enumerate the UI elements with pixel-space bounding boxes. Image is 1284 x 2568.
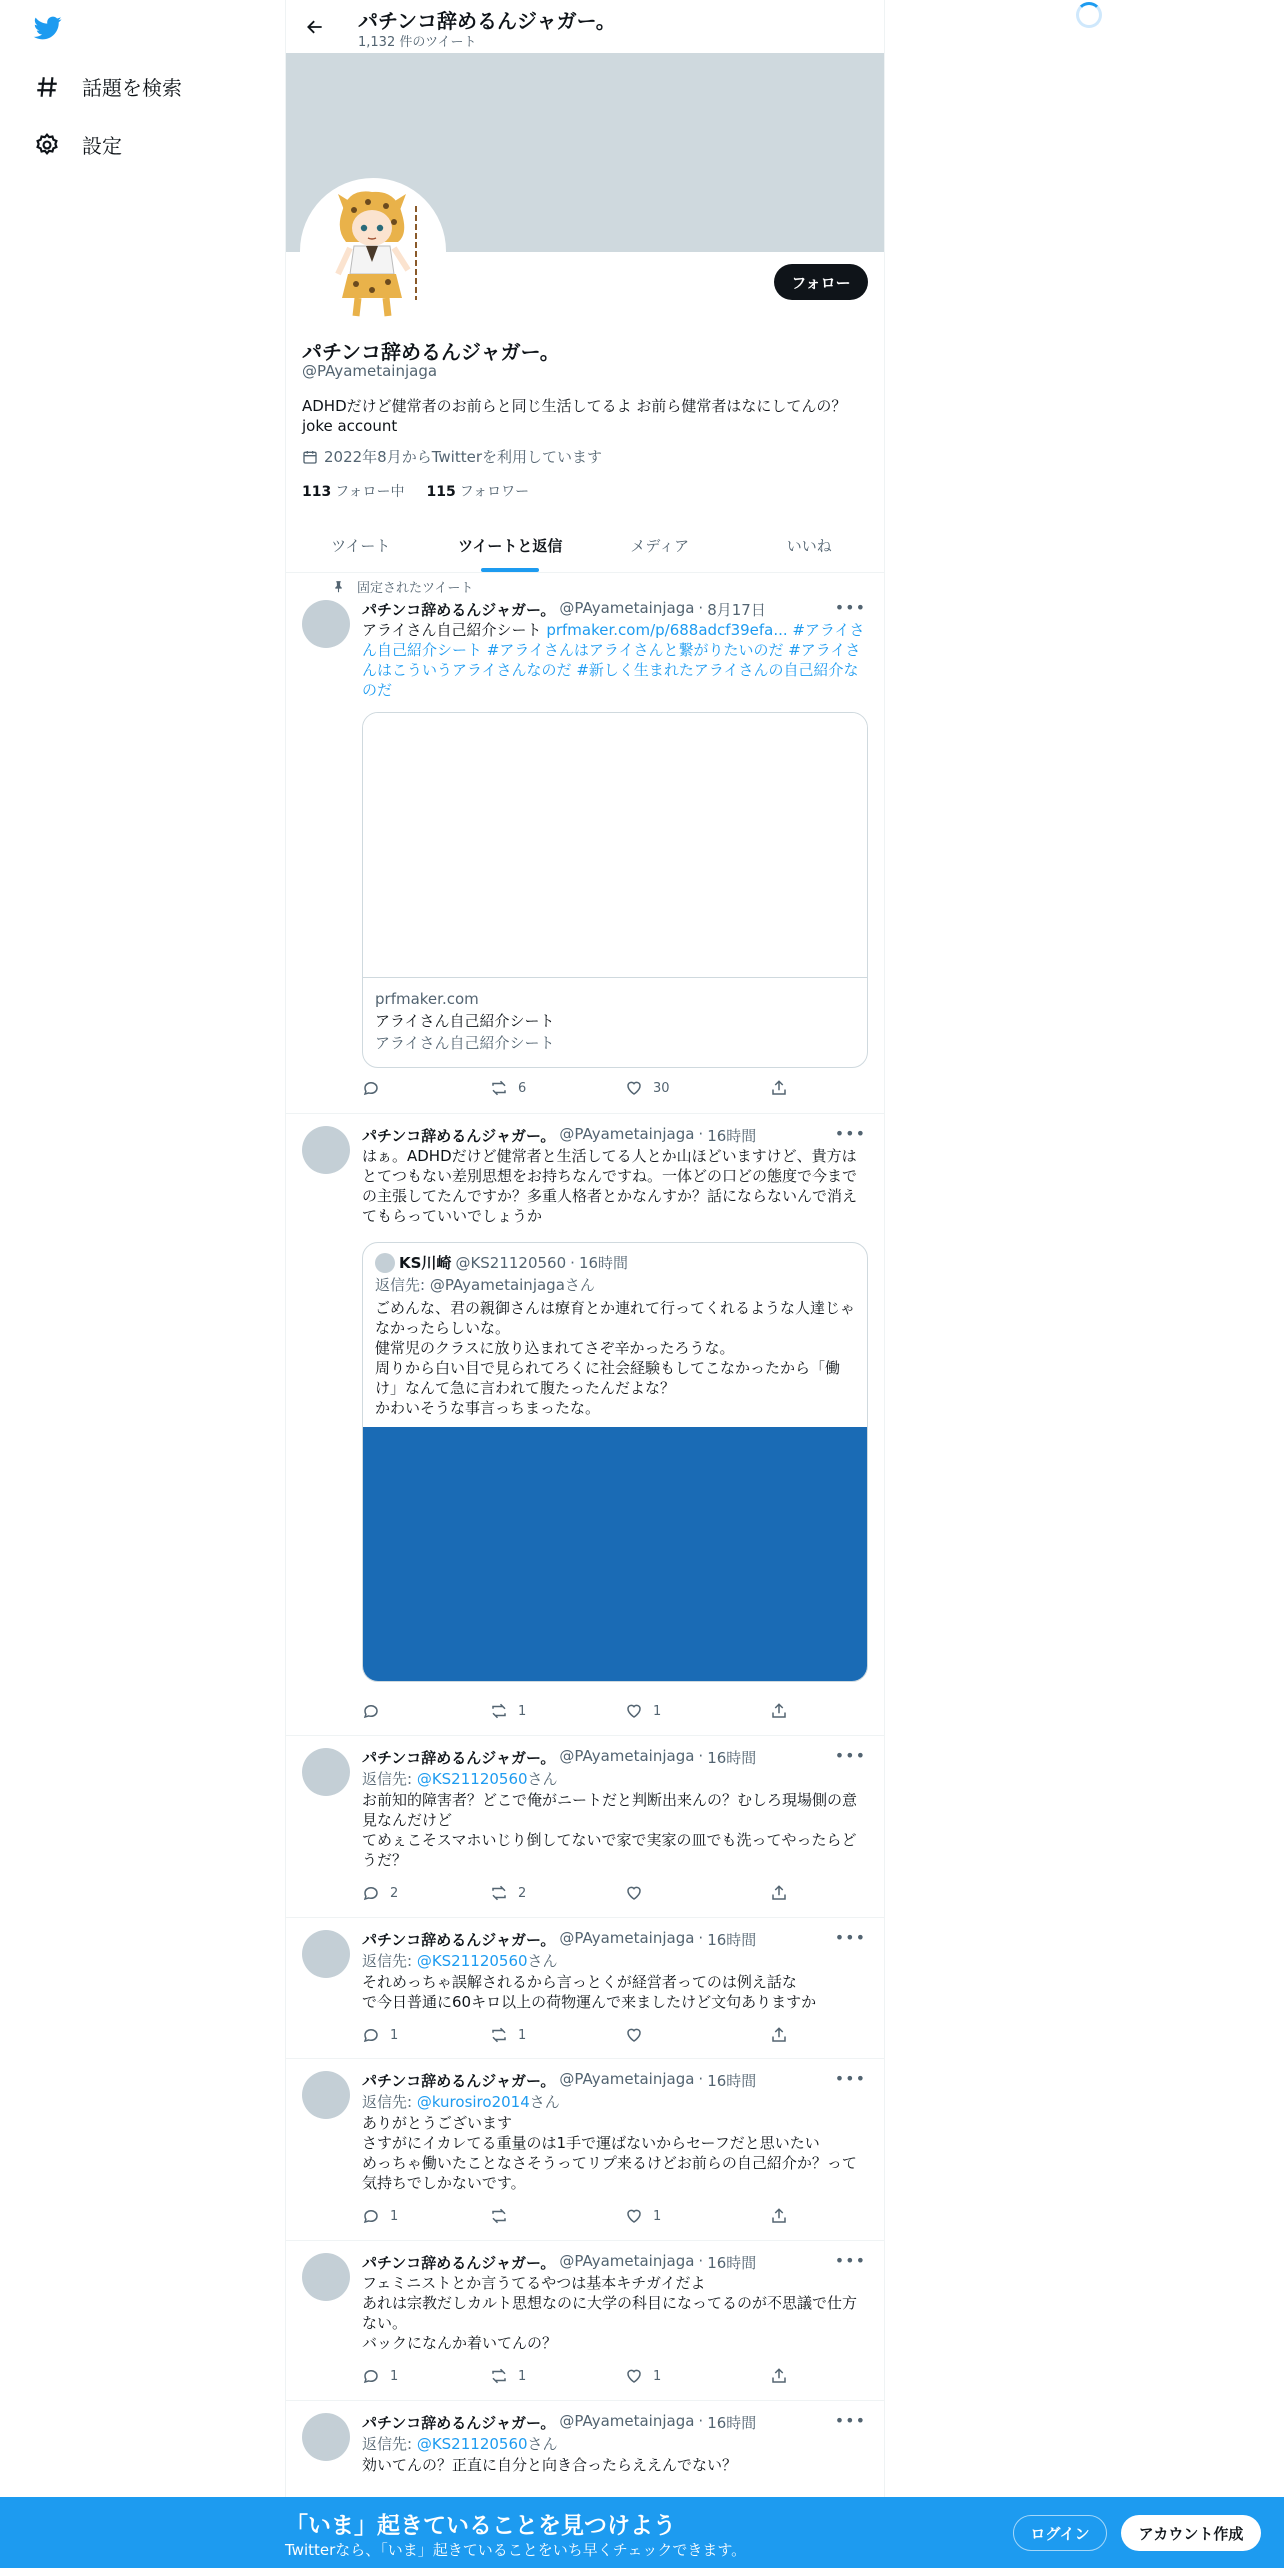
tab-media[interactable]: メディア (630, 537, 690, 555)
tweet-time[interactable]: 16時間 (707, 2254, 757, 2272)
card-domain: prfmaker.com (375, 990, 479, 1008)
tweet-text: フェミニストとか言うてるやつは基本キチガイだよ あれは宗教だしカルト思想なのに大学の科目になってるのが不思議で仕方ない。 バックになんか着いてんの？ (362, 2274, 858, 2352)
more-options-icon[interactable]: ••• (834, 1124, 866, 1143)
tweet-actions (362, 2026, 782, 2046)
tweet-author-name[interactable]: パチンコ辞めるんジャガー。 (362, 2072, 556, 2090)
nav-explore-label: 話題を検索 (82, 76, 182, 100)
tweet-links[interactable]: prfmaker.com/p/688adcf39efa... #アライさん自己紹介シート #アライさんはアライさんと繋がりたいのだ #アライさんはこういうアライさんなのだ #新しく生まれたアライさんの自己紹介なのだ (362, 621, 865, 699)
tweet[interactable] (286, 1114, 884, 1736)
tweet-header: パチンコ辞めるんジャガー。 @PAyametainjaga · 16時間 (362, 2252, 757, 2272)
retweet-icon (490, 2026, 508, 2044)
tweet-actions (362, 1079, 782, 1099)
reply-to-line: 返信先: @KS21120560さん (362, 2435, 558, 2453)
retweet-icon (490, 1702, 508, 1720)
nav-explore[interactable] (34, 72, 182, 101)
heart-icon (625, 1884, 643, 1902)
tweet-author-handle[interactable]: @PAyametainjaga (559, 1125, 695, 1143)
tweet-author-handle[interactable]: @PAyametainjaga (559, 2070, 695, 2088)
tweet-author-name[interactable]: パチンコ辞めるんジャガー。 (362, 2254, 556, 2272)
more-options-icon[interactable]: ••• (834, 2069, 866, 2088)
tweet-time[interactable]: 16時間 (707, 1127, 757, 1145)
tweet-avatar[interactable] (302, 600, 350, 648)
like-button[interactable] (625, 1884, 653, 1902)
more-options-icon[interactable]: ••• (834, 2251, 866, 2270)
tweet-text: お前知的障害者？どこで俺がニートだと判断出来んの？むしろ現場側の意見なんだけど てめぇこそスマホいじり倒してないで家で実家の皿でも洗ってやったらどうだ？ (362, 1791, 858, 1869)
nav-settings[interactable] (34, 130, 122, 159)
like-button[interactable]: 30 (625, 1079, 670, 1097)
following-link[interactable]: 113 フォロー中 (302, 484, 405, 500)
retweet-button[interactable]: 1 (490, 1702, 526, 1720)
heart-icon (625, 2026, 643, 2044)
reply-to-line: 返信先: @KS21120560さん (362, 1952, 558, 1970)
tweet-author-name[interactable]: パチンコ辞めるんジャガー。 (362, 601, 556, 619)
reply-icon (362, 1079, 380, 1097)
tweet-text: アライさん自己紹介シート prfmaker.com/p/688adcf39efa... #アライさん自己紹介シート #アライさんはアライさんと繋がりたいのだ #アライさんはこういうアライさんなのだ #新しく生まれたアライさんの自己紹介なのだ (362, 621, 865, 699)
tweet-avatar[interactable] (302, 2071, 350, 2119)
tweet-author-handle[interactable]: @PAyametainjaga (559, 1747, 695, 1765)
quote-author-name: KS川崎 (399, 1254, 452, 1272)
tweet[interactable] (286, 1918, 884, 2059)
heart-icon (625, 1079, 643, 1097)
retweet-button[interactable] (490, 2207, 518, 2225)
tweet-header: パチンコ辞めるんジャガー。 @PAyametainjaga · 8月17日 (362, 599, 766, 619)
like-button[interactable]: 1 (625, 2207, 661, 2225)
left-nav (0, 0, 285, 2568)
tweet-header: パチンコ辞めるんジャガー。 @PAyametainjaga · 16時間 (362, 1125, 757, 1145)
retweet-button[interactable]: 2 (490, 1884, 526, 1902)
retweet-button[interactable]: 6 (490, 1079, 526, 1097)
tweet-author-handle[interactable]: @PAyametainjaga (559, 2252, 695, 2270)
tweet-time[interactable]: 16時間 (707, 2414, 757, 2432)
quote-reply-to: 返信先: @PAyametainjagaさん (375, 1276, 595, 1294)
card-title: アライさん自己紹介シート (375, 1012, 555, 1030)
link-card[interactable] (362, 712, 868, 1068)
tab-tweets[interactable]: ツイート (331, 537, 391, 555)
share-button[interactable] (770, 1702, 788, 1720)
tweet-author-name[interactable]: パチンコ辞めるんジャガー。 (362, 1931, 556, 1949)
tweet-text: 効いてんの？正直に自分と向き合ったらええんでない？ (362, 2456, 738, 2474)
tweet-author-name[interactable]: パチンコ辞めるんジャガー。 (362, 1749, 556, 1767)
jaguar-character-avatar (304, 182, 442, 320)
tweet-author-name[interactable]: パチンコ辞めるんジャガー。 (362, 2414, 556, 2432)
tweet-time[interactable]: 16時間 (707, 2072, 757, 2090)
reply-button[interactable]: 1 (362, 2367, 398, 2385)
login-prompt-subtitle: Twitterなら、「いま」起きていることをいち早くチェックできます。 (285, 2541, 747, 2559)
tab-tweets-and-replies[interactable]: ツイートと返信 (436, 520, 586, 572)
reply-to-line: 返信先: @kurosiro2014さん (362, 2093, 560, 2111)
quote-time: 16時間 (578, 1254, 629, 1272)
share-icon (770, 1884, 788, 1902)
tweet-author-name[interactable]: パチンコ辞めるんジャガー。 (362, 1127, 556, 1145)
loading-spinner-icon (1076, 2, 1102, 28)
tweet-text: はぁ。ADHDだけど健常者と生活してる人とか山ほどいますけど、貴方はとてつもない差別思想をお持ちなんですね。一体どの口どの態度で今までの主張してたんですか？多重人格者とかなんすか？話にならないんで消えてもらっていいでしょうか (362, 1147, 858, 1225)
reply-to-line: 返信先: @KS21120560さん (362, 1770, 558, 1788)
calendar-icon (302, 449, 318, 465)
more-options-icon[interactable]: ••• (834, 598, 866, 617)
more-options-icon[interactable]: ••• (834, 2411, 866, 2430)
tweet-actions (362, 1884, 782, 1904)
quote-media-image[interactable] (363, 1427, 868, 1682)
retweet-button[interactable]: 1 (490, 2026, 526, 2044)
gear-icon (34, 132, 60, 158)
reply-icon (362, 2026, 380, 2044)
reply-icon (362, 1702, 380, 1720)
more-options-icon[interactable]: ••• (834, 1746, 866, 1765)
tweet[interactable] (286, 1736, 884, 1918)
tweet-author-handle[interactable]: @PAyametainjaga (559, 599, 695, 617)
tweet-text: ありがとうございます さすがにイカレてる重量のは1手で運ばないからセーフだと思いたい めっちゃ働いたことなさそうってリプ来るけどお前らの自己紹介か？って気持ちでしかないです。 (362, 2114, 857, 2192)
signup-button[interactable]: アカウント作成 (1121, 2515, 1261, 2551)
quote-text: ごめんな、君の親御さんは療育とか連れて行ってくれるような人達じゃなかったらしいな。 健常児のクラスに放り込まれてさぞ辛かったろうな。 周りから白い目で見られてろくに社会経験もしてこなかったから「働け」なんて急に言われて腹たったんだよな？ かわいそうな事言っちまったな。 (375, 1299, 856, 1417)
header-name: パチンコ辞めるんジャガー。 (358, 9, 616, 33)
like-button[interactable]: 1 (625, 2367, 661, 2385)
heart-icon (625, 1702, 643, 1720)
retweet-icon (490, 1884, 508, 1902)
heart-icon (625, 2367, 643, 2385)
share-button[interactable] (770, 1884, 788, 1902)
card-image (363, 713, 867, 978)
tweet-actions (362, 2207, 782, 2227)
profile-stats (302, 481, 529, 501)
retweet-button[interactable]: 1 (490, 2367, 526, 2385)
tweet-time[interactable]: 16時間 (707, 1749, 757, 1767)
reply-icon (362, 2367, 380, 2385)
quote-author-handle: @KS21120560 (455, 1254, 567, 1272)
login-prompt-bar (0, 2497, 1284, 2568)
reply-button[interactable]: 1 (362, 2207, 398, 2225)
tweet-header: パチンコ辞めるんジャガー。 @PAyametainjaga · 16時間 (362, 1929, 757, 1949)
share-button[interactable] (770, 2367, 788, 2385)
more-options-icon[interactable]: ••• (834, 1928, 866, 1947)
profile-name: パチンコ辞めるんジャガー。 (302, 340, 560, 364)
tweet-avatar[interactable] (302, 1126, 350, 1174)
reply-icon (362, 1884, 380, 1902)
quote-avatar (375, 1253, 395, 1273)
card-description: アライさん自己紹介シート (375, 1034, 555, 1052)
retweet-icon (490, 1079, 508, 1097)
profile-bio: ADHDだけど健常者のお前らと同じ生活してるよ お前ら健常者はなにしてんの？ joke account (302, 397, 847, 435)
tweet[interactable] (286, 2059, 884, 2241)
profile-joined-text: 2022年8月からTwitterを利用しています (324, 448, 602, 466)
quoted-tweet[interactable]: KS川崎 @KS21120560 · 16時間 返信先: @PAyametainjagaさん ごめんな、君の親御さんは療育とか連れて行ってくれるような人達じゃなかったらしいな。 健常児のクラスに放り込まれてさぞ辛かったろうな。 周りから白い目で見られてろくに社会経験もしてこなかったから「働け」なんて急に言われて腹たったんだよな？ かわいそうな事言っちまったな。 (362, 1242, 868, 1682)
share-icon (770, 1702, 788, 1720)
login-button[interactable]: ログイン (1013, 2515, 1107, 2551)
twitter-logo-icon[interactable] (32, 14, 64, 42)
tweet-avatar[interactable] (302, 1930, 350, 1978)
tweet-header: パチンコ辞めるんジャガー。 @PAyametainjaga · 16時間 (362, 1747, 757, 1767)
share-button[interactable] (770, 2026, 788, 2044)
heart-icon (625, 2207, 643, 2225)
tweet-header: パチンコ辞めるんジャガー。 @PAyametainjaga · 16時間 (362, 2070, 757, 2090)
retweet-icon (490, 2367, 508, 2385)
followers-link[interactable]: 115 フォロワー (426, 484, 530, 500)
profile-joined (302, 446, 602, 467)
profile-tabs (286, 520, 884, 573)
profile-header-bar (286, 0, 884, 53)
nav-settings-label: 設定 (82, 134, 122, 158)
like-button[interactable] (625, 2026, 653, 2044)
tweet-avatar[interactable] (302, 1748, 350, 1796)
share-icon (770, 2367, 788, 2385)
tweet-avatar[interactable] (302, 2413, 350, 2461)
retweet-icon (490, 2207, 508, 2225)
reply-button[interactable]: 1 (362, 2026, 398, 2044)
reply-button[interactable] (362, 1079, 390, 1097)
tweet-text: それめっちゃ誤解されるから言っとくが経営者ってのは例え話な で今日普通に60キロ以上の荷物運んで来ましたけど文句ありますか (362, 1973, 817, 2011)
tweet-author-handle[interactable]: @PAyametainjaga (559, 1929, 695, 1947)
tweet-actions (362, 1702, 782, 1722)
follow-button[interactable]: フォロー (774, 264, 868, 300)
back-button[interactable] (300, 12, 330, 42)
tweet[interactable] (286, 574, 884, 1114)
pinned-tweet-label: 固定されたツイート (332, 577, 473, 596)
tweet-avatar[interactable] (302, 2253, 350, 2301)
reply-icon (362, 2207, 380, 2225)
reply-button[interactable]: 2 (362, 1884, 398, 1902)
tweet-time[interactable]: 8月17日 (707, 601, 766, 619)
tweet-author-handle[interactable]: @PAyametainjaga (559, 2412, 695, 2430)
share-icon (770, 2207, 788, 2225)
tweet-time[interactable]: 16時間 (707, 1931, 757, 1949)
profile-avatar[interactable] (300, 178, 446, 324)
profile-handle: @PAyametainjaga (302, 362, 438, 380)
arrow-left-icon (305, 17, 325, 37)
tweet[interactable] (286, 2241, 884, 2401)
like-button[interactable]: 1 (625, 1702, 661, 1720)
hashtag-icon (34, 74, 60, 100)
login-prompt-title: 「いま」起きていることを見つけよう (285, 2513, 676, 2539)
profile-column (285, 0, 885, 2568)
share-button[interactable] (770, 1079, 788, 1097)
tab-likes[interactable]: いいね (786, 537, 832, 555)
share-icon (770, 1079, 788, 1097)
share-button[interactable] (770, 2207, 788, 2225)
share-icon (770, 2026, 788, 2044)
reply-button[interactable] (362, 1702, 390, 1720)
tweet-actions (362, 2367, 782, 2387)
tweet-header: パチンコ辞めるんジャガー。 @PAyametainjaga · 16時間 (362, 2412, 757, 2432)
header-tweet-count: 1,132 件のツイート (358, 35, 477, 50)
